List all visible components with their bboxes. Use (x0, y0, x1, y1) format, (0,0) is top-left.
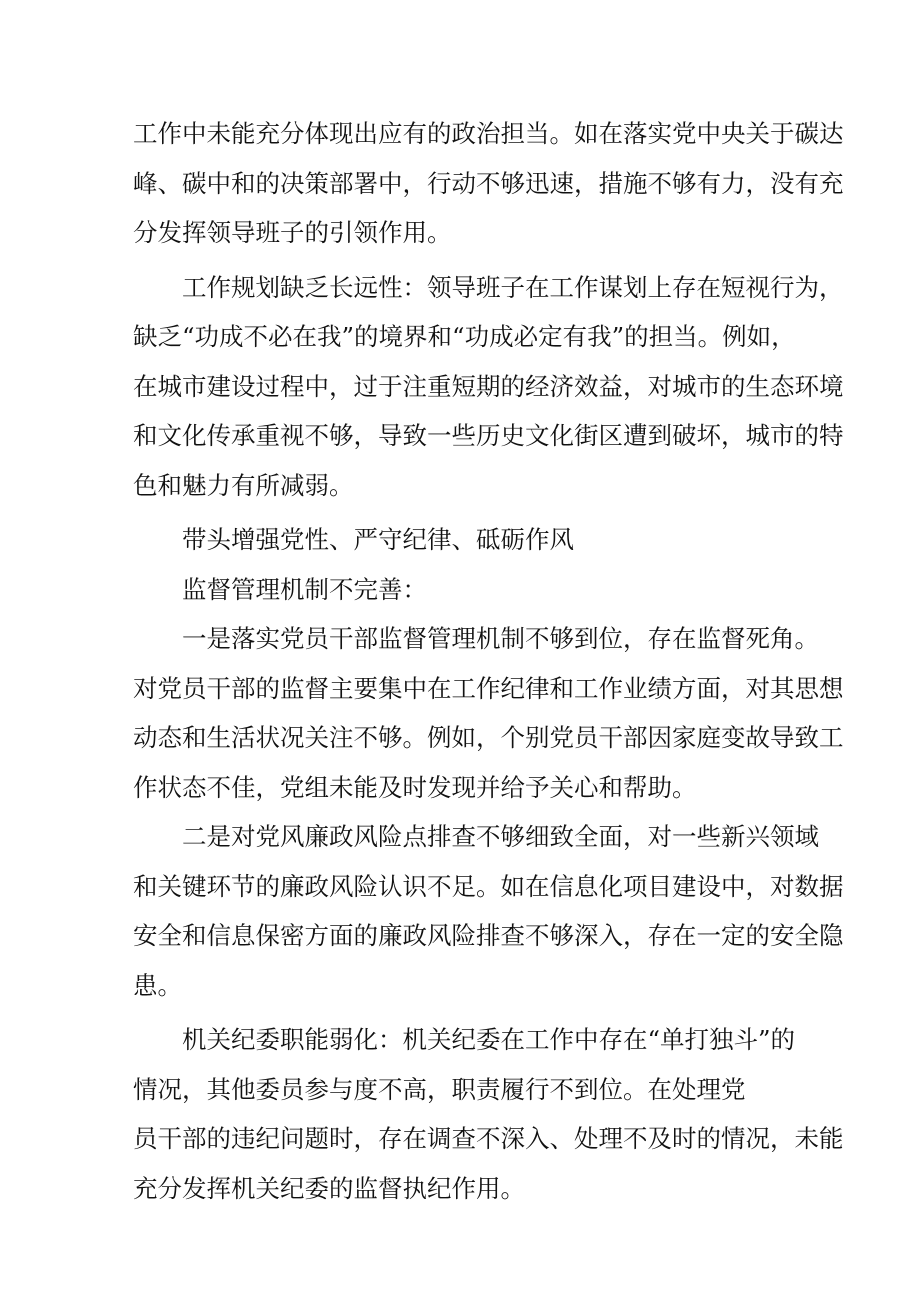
text-line: 作状态不佳，党组未能及时发现并给予关心和帮助。 (133, 772, 697, 802)
text-line: 工作中未能充分体现出应有的政治担当。如在落实党中央关于碳达 (133, 119, 844, 148)
text-line: 充分发挥机关纪委的监督执纪作用。 (133, 1173, 525, 1203)
text-line: 和文化传承重视不够，导致一些历史文化街区遭到破坏，城市的特 (133, 421, 844, 450)
document-body (133, 109, 844, 1213)
text-line: 二是对党风廉政风险点排查不够细致全面，对一些新兴领域 (182, 822, 819, 851)
paragraph-2 (133, 263, 844, 511)
text-line: 安全和信息保密方面的廉政风险排查不够深入，存在一定的安全隐 (133, 921, 844, 950)
text-line: 缺乏“功成不必在我”的境界和“功成必定有我”的担当。例如， (133, 322, 796, 351)
paragraph-7 (133, 1015, 844, 1213)
text-line: 机关纪委职能弱化：机关纪委在工作中存在“单打独斗”的 (182, 1025, 796, 1054)
text-line: 工作规划缺乏长远性：领导班子在工作谋划上存在短视行为， (182, 272, 844, 302)
text-line: 分发挥领导班子的引领作用。 (133, 218, 452, 247)
text-line: 监督管理机制不完善： (182, 574, 427, 604)
text-line: 色和魅力有所减弱。 (133, 470, 354, 500)
text-line: 带头增强党性、严守纪律、砥砺作风 (182, 525, 574, 554)
text-line: 对党员干部的监督主要集中在工作纪律和工作业绩方面，对其思想 (133, 673, 844, 703)
text-line: 峰、碳中和的决策部署中，行动不够迅速，措施不够有力，没有充 (133, 168, 844, 198)
text-line: 情况，其他委员参与度不高，职责履行不到位。在处理党 (133, 1074, 746, 1104)
text-line: 一是落实党员干部监督管理机制不够到位，存在监督死角。 (182, 624, 819, 653)
paragraph-4 (133, 565, 793, 615)
text-line: 患。 (133, 970, 182, 1000)
paragraph-1 (133, 109, 844, 258)
text-line: 员干部的违纪问题时，存在调查不深入、处理不及时的情况，未能 (133, 1124, 844, 1153)
text-line: 和关键环节的廉政风险认识不足。如在信息化项目建设中，对数据 (133, 871, 844, 901)
paragraph-6 (133, 812, 844, 1010)
paragraph-5 (133, 614, 844, 812)
section-heading (133, 515, 793, 565)
text-line: 动态和生活状况关注不够。例如，个别党员干部因家庭变故导致工 (133, 723, 844, 752)
text-line: 在城市建设过程中，过于注重短期的经济效益，对城市的生态环境 (133, 371, 844, 401)
